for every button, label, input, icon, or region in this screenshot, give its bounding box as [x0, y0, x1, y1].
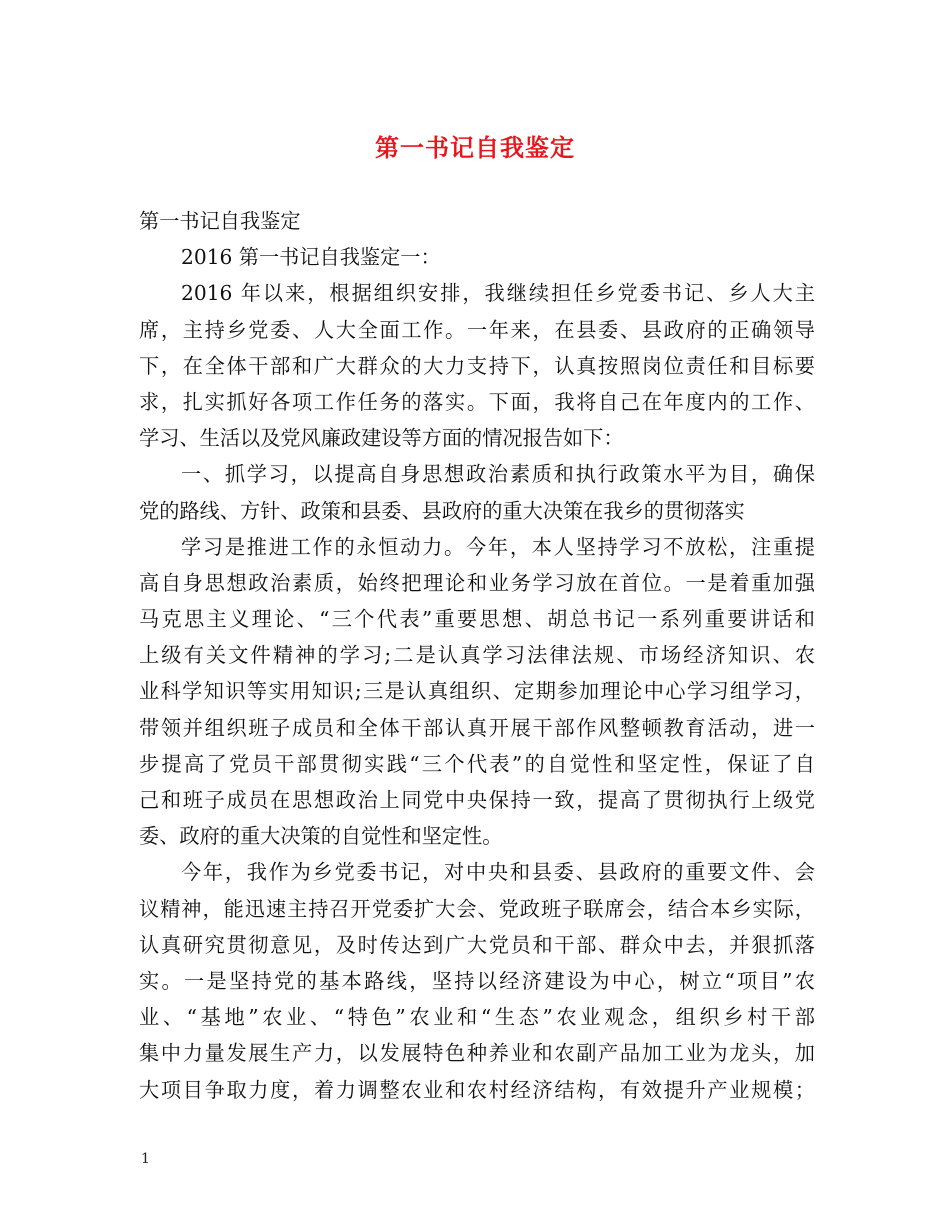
text-line: 带领并组织班子成员和全体干部认真开展干部作风整顿教育活动，进一: [139, 715, 815, 740]
text-line: 认真研究贯彻意见，及时传达到广大党员和干部、群众中去，并狠抓落: [139, 932, 815, 957]
text-line: 集中力量发展生产力，以发展特色种养业和农副产品加工业为龙头，加: [139, 1041, 815, 1066]
text-line: 2016 第一书记自我鉴定一：: [181, 245, 441, 270]
text-line: 2016 年以来，根据组织安排，我继续担任乡党委书记、乡人大主: [181, 281, 815, 306]
text-line: 马克思主义理论、“三个代表”重要思想、胡总书记一系列重要讲话和: [139, 607, 815, 632]
page-number: 1: [141, 1151, 150, 1167]
document-title: 第一书记自我鉴定: [375, 134, 575, 162]
text-line: 学习、生活以及党风廉政建设等方面的情况报告如下：: [139, 426, 624, 451]
text-line: 委、政府的重大决策的自觉性和坚定性。: [139, 824, 503, 849]
text-line: 议精神，能迅速主持召开党委扩大会、党政班子联席会，结合本乡实际，: [139, 896, 815, 921]
text-line: 求，扎实抓好各项工作任务的落实。下面，我将自己在年度内的工作、: [139, 389, 815, 414]
text-line: 第一书记自我鉴定: [139, 209, 301, 233]
text-line: 大项目争取力度，着力调整农业和农村经济结构，有效提升产业规模；: [139, 1077, 815, 1102]
text-line: 高自身思想政治素质，始终把理论和业务学习放在首位。一是着重加强: [139, 570, 815, 595]
text-line: 席，主持乡党委、人大全面工作。一年来，在县委、县政府的正确领导: [139, 317, 815, 342]
text-line: 己和班子成员在思想政治上同党中央保持一致，提高了贯彻执行上级党: [139, 788, 815, 812]
text-line: 今年，我作为乡党委书记，对中央和县委、县政府的重要文件、会: [181, 860, 815, 885]
text-line: 下，在全体干部和广大群众的大力支持下，认真按照岗位责任和目标要: [139, 353, 815, 378]
text-line: 步提高了党员干部贯彻实践“三个代表”的自觉性和坚定性，保证了自: [139, 751, 815, 776]
text-line: 上级有关文件精神的学习;二是认真学习法律法规、市场经济知识、农: [139, 643, 815, 668]
text-line: 一、抓学习，以提高自身思想政治素质和执行政策水平为目，确保: [181, 462, 815, 487]
text-line: 业、“基地”农业、“特色”农业和“生态”农业观念，组织乡村干部: [139, 1005, 815, 1030]
document-body: [139, 203, 815, 1108]
text-line: 学习是推进工作的永恒动力。今年，本人坚持学习不放松，注重提: [181, 534, 815, 559]
text-line: 业科学知识等实用知识;三是认真组织、定期参加理论中心学习组学习，: [139, 679, 815, 704]
text-line: 实。一是坚持党的基本路线，坚持以经济建设为中心，树立“项目”农: [139, 968, 815, 993]
text-line: 党的路线、方针、政策和县委、县政府的重大决策在我乡的贯彻落实: [139, 498, 745, 523]
